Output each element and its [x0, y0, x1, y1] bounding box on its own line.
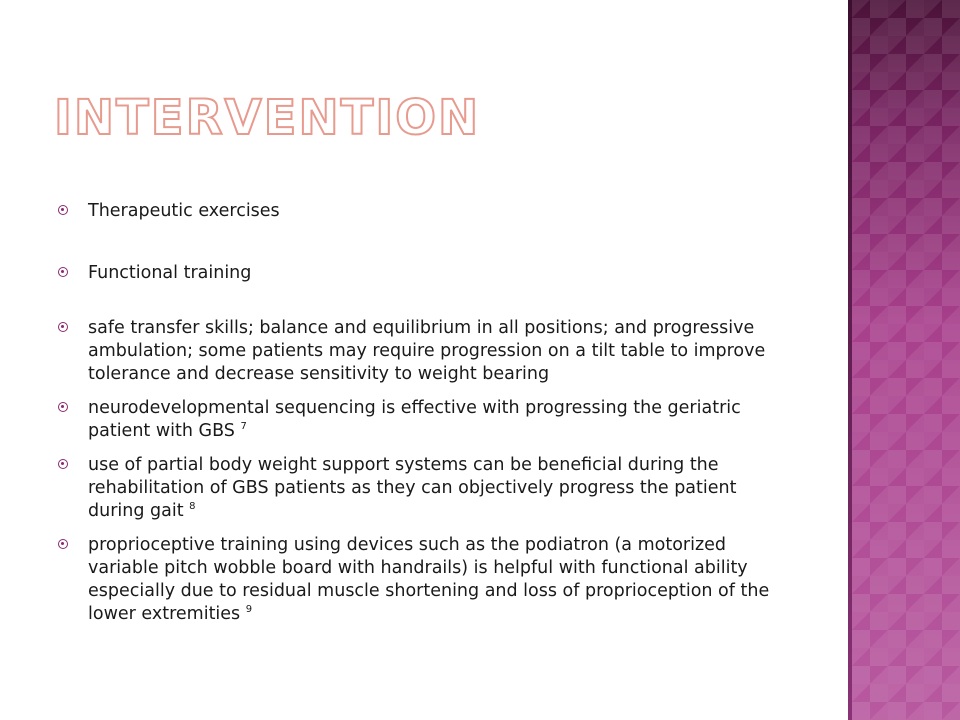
bullet-icon: [58, 539, 68, 549]
reference-superscript: 8: [189, 501, 196, 513]
slide-title: INTERVENTION: [54, 90, 481, 146]
bullet-text: Functional training: [88, 263, 252, 283]
bullet-item: [58, 397, 798, 443]
bullet-text: neurodevelopmental sequencing is effective with progressing the geriatric patient with GBS: [88, 398, 741, 441]
bullet-item: [58, 534, 798, 626]
decorative-side-panel: [852, 0, 960, 720]
bullet-item: [58, 200, 798, 223]
bullet-item: [58, 454, 798, 523]
bullet-text: Therapeutic exercises: [88, 201, 280, 221]
bullet-text: safe transfer skills; balance and equilibrium in all positions; and progressive ambulation; some patients may require progression on a tilt table to improve tolerance and decrease sensitivity to weight bearing: [88, 318, 766, 384]
bullet-text: proprioceptive training using devices such as the podiatron (a motorized variable pitch wobble board with handrails) is helpful with functional ability especially due to residual muscle shortening and loss of proprioception of the lower extremities: [88, 535, 770, 624]
bullet-icon: [58, 322, 68, 332]
bullet-icon: [58, 267, 68, 277]
bullet-item: [58, 317, 798, 386]
bullet-icon: [58, 459, 68, 469]
bullet-icon: [58, 402, 68, 412]
reference-superscript: 7: [240, 421, 247, 433]
bullet-list: [58, 200, 798, 626]
bullet-icon: [58, 205, 68, 215]
bullet-text: use of partial body weight support systems can be beneficial during the rehabilitation of GBS patients as they can objectively progress the patient during gait: [88, 455, 737, 521]
reference-superscript: 9: [245, 604, 253, 616]
bullet-item: [58, 262, 798, 285]
